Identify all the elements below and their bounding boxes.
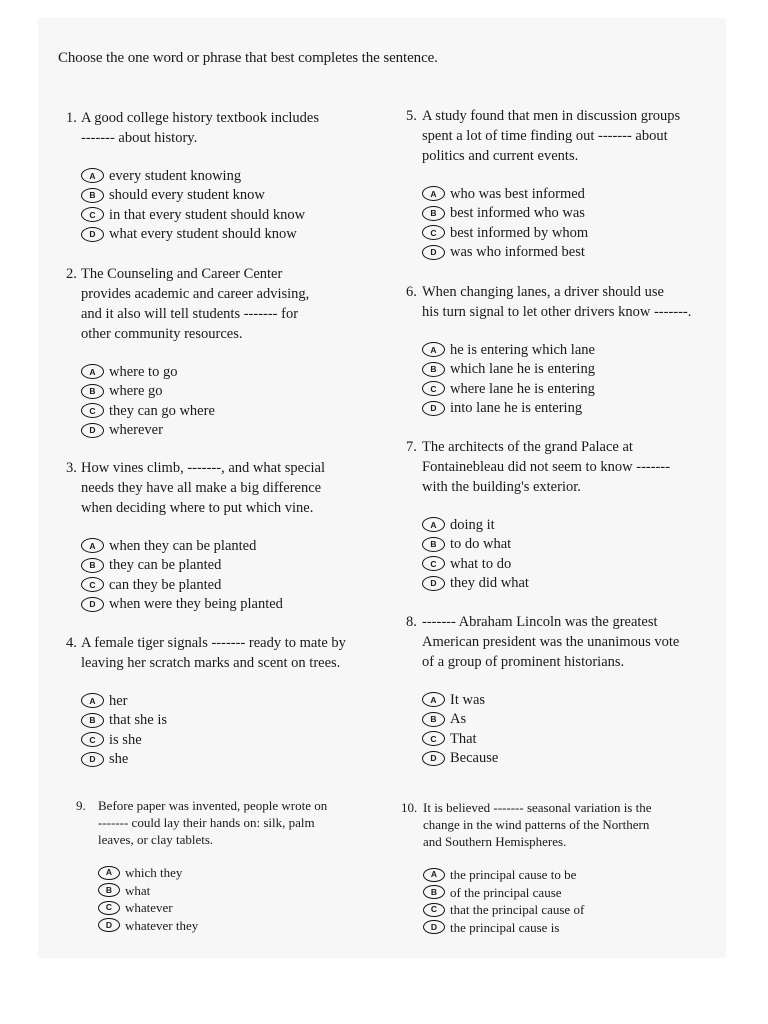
option-text: she <box>109 751 129 768</box>
option-bubble[interactable]: B <box>423 885 445 899</box>
option-text: best informed who was <box>450 205 585 222</box>
option-bubble[interactable]: C <box>422 556 445 571</box>
option-bubble[interactable]: C <box>423 903 445 917</box>
option-bubble[interactable]: A <box>422 186 445 201</box>
option-d[interactable] <box>81 750 346 770</box>
option-text: they can go where <box>109 402 215 419</box>
option-bubble[interactable]: C <box>422 731 445 746</box>
option-text: Because <box>450 750 499 767</box>
question-10 <box>401 799 652 936</box>
option-bubble[interactable]: D <box>81 423 104 438</box>
option-text: when were they being planted <box>109 596 283 613</box>
option-text: they can be planted <box>109 557 222 574</box>
option-c[interactable] <box>81 205 319 225</box>
option-text: he is entering which lane <box>450 341 595 358</box>
option-bubble[interactable]: B <box>422 362 445 377</box>
option-bubble[interactable]: C <box>422 381 445 396</box>
option-text: they did what <box>450 575 529 592</box>
option-d[interactable] <box>98 917 327 935</box>
question-stem: ------- Abraham Lincoln was the greatest American president was the unanimous vote of a group of prominent historians. <box>422 614 680 670</box>
option-bubble[interactable]: D <box>81 597 104 612</box>
option-text: who was best informed <box>450 185 585 202</box>
option-text: whatever they <box>125 917 199 933</box>
option-bubble[interactable]: B <box>422 206 445 221</box>
option-text: where lane he is entering <box>450 380 595 397</box>
option-text: her <box>109 692 128 709</box>
option-a[interactable] <box>422 340 691 360</box>
option-text: is she <box>109 731 142 748</box>
option-bubble[interactable]: C <box>422 225 445 240</box>
question-5 <box>406 106 680 262</box>
question-stem: A study found that men in discussion groups spent a lot of time finding out ------- about politics and current events. <box>422 108 681 164</box>
option-text: into lane he is entering <box>450 400 583 417</box>
option-c[interactable] <box>423 901 652 919</box>
option-text: every student knowing <box>109 167 242 184</box>
question-number: 10. <box>401 800 418 815</box>
option-a[interactable] <box>98 864 327 882</box>
option-text: what every student should know <box>109 226 297 243</box>
option-d[interactable] <box>422 749 679 769</box>
option-text: where go <box>109 383 163 400</box>
option-d[interactable] <box>81 225 319 245</box>
question-stem: A good college history textbook includes ------- about history. <box>81 110 320 146</box>
question-number: 4. <box>66 635 77 651</box>
option-text: doing it <box>450 516 495 533</box>
option-b[interactable] <box>81 711 346 731</box>
option-bubble[interactable]: B <box>422 537 445 552</box>
question-number: 3. <box>66 460 77 476</box>
option-b[interactable] <box>81 186 319 206</box>
option-bubble[interactable]: B <box>81 558 104 573</box>
option-c[interactable] <box>422 223 680 243</box>
option-a[interactable] <box>81 362 309 382</box>
option-text: when they can be planted <box>109 537 257 554</box>
question-stem: It is believed ------- seasonal variation is the change in the wind patterns of the Northern and Southern Hemispheres. <box>423 800 652 849</box>
question-7 <box>406 437 670 593</box>
option-text: That <box>450 730 477 747</box>
option-c[interactable] <box>422 554 670 574</box>
option-bubble[interactable]: A <box>98 866 120 880</box>
question-number: 8. <box>406 614 417 630</box>
option-text: the principal cause to be <box>450 867 577 883</box>
question-4 <box>66 633 346 769</box>
option-bubble[interactable]: C <box>81 207 104 222</box>
option-text: which they <box>125 865 183 881</box>
question-stem: A female tiger signals ------- ready to mate by leaving her scratch marks and scent on trees. <box>81 635 346 671</box>
question-9 <box>76 797 327 934</box>
option-b[interactable] <box>422 710 679 730</box>
option-bubble[interactable]: C <box>81 403 104 418</box>
option-b[interactable] <box>98 882 327 900</box>
option-bubble[interactable]: D <box>98 918 120 932</box>
option-bubble[interactable]: A <box>81 693 104 708</box>
option-text: best informed by whom <box>450 224 589 241</box>
question-3 <box>66 458 325 614</box>
question-stem: The architects of the grand Palace at Fontainebleau did not seem to know ------- with the building's exterior. <box>422 439 671 495</box>
question-2 <box>66 264 309 440</box>
question-stem: When changing lanes, a driver should use his turn signal to let other drivers know -------. <box>422 284 692 320</box>
option-a[interactable] <box>423 866 652 884</box>
option-a[interactable] <box>422 690 679 710</box>
option-b[interactable] <box>422 360 691 380</box>
option-text: whatever <box>125 900 173 916</box>
option-text: of the principal cause <box>450 884 562 900</box>
option-c[interactable] <box>422 729 679 749</box>
question-number: 5. <box>406 108 417 124</box>
option-bubble[interactable]: D <box>422 401 445 416</box>
question-stem: The Counseling and Career Center provides academic and career advising, and it also will tell students ------- for other community resources. <box>81 266 310 342</box>
option-bubble[interactable]: B <box>81 384 104 399</box>
option-bubble[interactable]: B <box>81 713 104 728</box>
question-number: 7. <box>406 439 417 455</box>
question-number: 6. <box>406 284 417 300</box>
option-bubble[interactable]: A <box>81 364 104 379</box>
option-text: wherever <box>109 422 163 439</box>
option-a[interactable] <box>81 536 325 556</box>
question-stem: Before paper was invented, people wrote on ------- could lay their hands on: silk, palm leaves, or clay tablets. <box>98 798 328 847</box>
option-text: where to go <box>109 363 178 380</box>
option-a[interactable] <box>81 691 346 711</box>
option-text: should every student know <box>109 187 265 204</box>
option-bubble[interactable]: B <box>81 188 104 203</box>
option-text: As <box>450 711 467 728</box>
option-bubble[interactable]: A <box>422 342 445 357</box>
option-d[interactable] <box>81 421 309 441</box>
option-bubble[interactable]: D <box>422 245 445 260</box>
option-d[interactable] <box>422 399 691 419</box>
question-stem: How vines climb, -------, and what special needs they have all make a big difference when deciding where to put which vine. <box>81 460 326 516</box>
option-bubble[interactable]: B <box>98 883 120 897</box>
question-6 <box>406 282 691 418</box>
option-text: what <box>125 882 151 898</box>
option-a[interactable] <box>422 515 670 535</box>
option-b[interactable] <box>422 535 670 555</box>
option-d[interactable] <box>422 243 680 263</box>
option-a[interactable] <box>81 166 319 186</box>
option-a[interactable] <box>422 184 680 204</box>
option-c[interactable] <box>98 899 327 917</box>
question-number: 9. <box>76 798 86 813</box>
option-bubble[interactable]: B <box>422 712 445 727</box>
option-b[interactable] <box>423 884 652 902</box>
option-bubble[interactable]: A <box>81 168 104 183</box>
option-text: that the principal cause of <box>450 902 585 918</box>
question-number: 2. <box>66 266 77 282</box>
option-text: can they be planted <box>109 576 222 593</box>
option-text: that she is <box>109 712 167 729</box>
option-d[interactable] <box>422 574 670 594</box>
option-bubble[interactable]: C <box>81 732 104 747</box>
option-text: was who informed best <box>450 244 585 261</box>
option-bubble[interactable]: D <box>422 576 445 591</box>
option-bubble[interactable]: D <box>81 227 104 242</box>
question-1 <box>66 108 319 244</box>
option-bubble[interactable]: A <box>422 692 445 707</box>
option-c[interactable] <box>81 575 325 595</box>
option-text: in that every student should know <box>109 206 306 223</box>
option-b[interactable] <box>81 556 325 576</box>
option-text: to do what <box>450 536 512 553</box>
option-bubble[interactable]: C <box>81 577 104 592</box>
option-bubble[interactable]: D <box>81 752 104 767</box>
option-text: It was <box>450 691 486 708</box>
question-number: 1. <box>66 110 77 126</box>
question-8 <box>406 612 679 768</box>
option-d[interactable] <box>81 595 325 615</box>
option-bubble[interactable]: D <box>423 920 445 934</box>
option-text: what to do <box>450 555 512 572</box>
option-bubble[interactable]: A <box>423 868 445 882</box>
option-bubble[interactable]: D <box>422 751 445 766</box>
option-text: the principal cause is <box>450 919 560 935</box>
option-bubble[interactable]: C <box>98 901 120 915</box>
option-c[interactable] <box>81 401 309 421</box>
option-c[interactable] <box>81 730 346 750</box>
instruction-text: Choose the one word or phrase that best completes the sentence. <box>58 50 438 66</box>
option-bubble[interactable]: A <box>422 517 445 532</box>
option-b[interactable] <box>422 204 680 224</box>
option-text: which lane he is entering <box>450 361 595 378</box>
option-bubble[interactable]: A <box>81 538 104 553</box>
option-c[interactable] <box>422 379 691 399</box>
option-d[interactable] <box>423 919 652 937</box>
option-b[interactable] <box>81 382 309 402</box>
